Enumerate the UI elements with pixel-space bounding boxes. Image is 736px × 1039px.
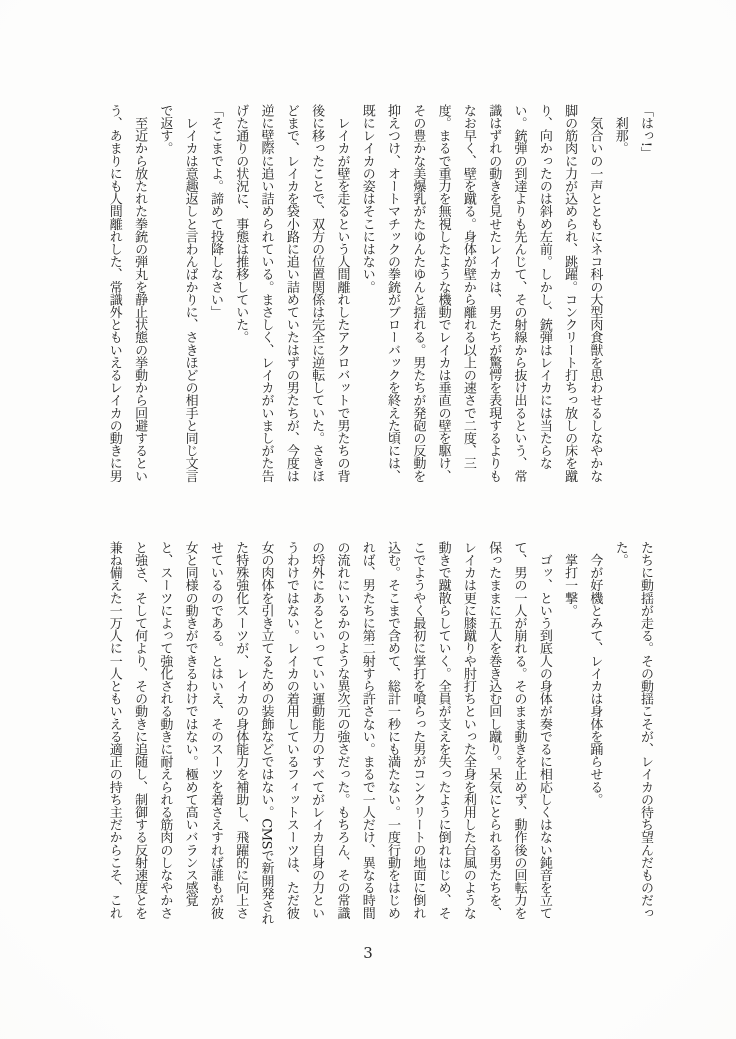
text-line: 女と同様の動きができるわけではない。極めて高いバランス感覚 bbox=[182, 541, 198, 907]
text-line: 今が好機とみて、レイカは身体を踊らせる。 bbox=[587, 541, 603, 806]
text-line: り、向かったのは斜め左前。しかし、銃弾はレイカには当たらな bbox=[536, 104, 552, 470]
upper-text-block bbox=[101, 104, 658, 486]
text-line: 至近から放たれた拳銃の弾丸を静止状態の挙動から回避するとい bbox=[132, 104, 148, 483]
text-line: 既にレイカの姿はそこにはない。 bbox=[359, 104, 375, 294]
text-line: 保ったままに五人を巻き込む回し蹴り。呆気にとられる男たちを、 bbox=[486, 541, 502, 920]
text-line: レイカは意趣返しと言わんばかりに、さきほどの相手と同じ文言 bbox=[182, 104, 198, 483]
text-line: 動きで蹴散らしていく。全員が支えを失ったように倒れはじめ、そ bbox=[435, 541, 451, 920]
text-line: レイカが壁を走るという人間離れしたアクロバットで男たちの背 bbox=[334, 104, 350, 483]
text-line: せているのである。とはいえ、そのスーツを着さえすれば誰もが彼 bbox=[207, 541, 223, 920]
text-line: の埒外にあるといっていい運動能力のすべてがレイカ自身の力とい bbox=[309, 541, 325, 920]
text-line: で返す。 bbox=[157, 104, 173, 155]
text-line: た特殊強化スーツが、レイカの身体能力を補助し、飛躍的に向上さ bbox=[233, 541, 249, 920]
text-line: どまで、レイカを袋小路に追い詰めていたはずの男たちが、今度は bbox=[283, 104, 299, 483]
text-line: と、スーツによって強化される動きに耐えられる筋肉のしなやかさ bbox=[157, 541, 173, 920]
text-line: と強さ、そして何より、その動きに追随し、制御する反射速度とを bbox=[132, 541, 148, 920]
text-line: レイカは更に膝蹴りや肘打ちといった全身を利用した台風のような bbox=[460, 541, 476, 920]
text-line: 気合いの一声とともにネコ科の大型肉食獣を思わせるしなやかな bbox=[587, 104, 603, 483]
text-line: こでようやく最初に掌打を喰らった男がコンクリートの地面に倒れ bbox=[410, 541, 426, 920]
text-line: 込む。そこまで含めて、総計一秒にも満たない。一度行動をはじめ bbox=[385, 541, 401, 920]
text-line: 兼ね備えた一万人に一人ともいえる適正の持ち主だからこそ、これ bbox=[106, 541, 122, 920]
text-line: ゴッ、という到底人の身体が奏でるに相応しくはない鈍音を立て bbox=[536, 541, 552, 920]
text-line: 識はずれの動きを見せたレイカは、男たちが驚愕を表現するよりも bbox=[486, 104, 502, 483]
text-line: う、あまりにも人間離れした、常識外ともいえるレイカの動きに男 bbox=[106, 104, 122, 483]
text-line: 逆に壁際に追い詰められている。まさしく、レイカがいましがた告 bbox=[258, 104, 274, 483]
text-line: 「はっ!」 bbox=[638, 104, 653, 160]
text-line: なお早く、壁を蹴る。身体が壁から離れる以上の速さで二度、三 bbox=[460, 104, 476, 470]
text-line: れば、男たちに第二射すら許さない。まるで一人だけ、異なる時間 bbox=[359, 541, 375, 920]
text-line: げた通りの状況に、事態は推移していた。 bbox=[233, 104, 249, 344]
text-line: い。銃弾の到達よりも先んじて、その射線から抜け出るという、常 bbox=[511, 104, 527, 483]
text-line: の流れにいるかのような異次元の強さだった。もちろん、その常識 bbox=[334, 541, 350, 920]
text-line: たちに動揺が走る。その動揺こそが、レイカの待ち望んだものだっ bbox=[638, 541, 653, 920]
text-line: 女の肉体を引き立てるための装飾などではない。CMSで新開発され bbox=[258, 541, 274, 925]
text-line: 抑えつけ、オートマチックの拳銃がブローバックを終えた頃には、 bbox=[385, 104, 401, 483]
text-line: 脚の筋肉に力が込められ、跳躍。コンクリート打ちっ放しの床を蹴 bbox=[562, 104, 578, 483]
text-line: 掌打一撃。 bbox=[562, 541, 578, 617]
text-line: た。 bbox=[612, 541, 628, 567]
text-line: うわけではない。レイカの着用しているフィットスーツは、ただ彼 bbox=[283, 541, 299, 920]
text-line: 後に移ったことで、双方の位置関係は完全に逆転していた。さきほ bbox=[309, 104, 325, 483]
lower-text-block bbox=[101, 541, 658, 923]
text-line: 刹那。 bbox=[612, 104, 628, 155]
page-number: 3 bbox=[363, 944, 373, 962]
text-line: て、男の一人が崩れる。そのまま動きを止めず、動作後の回転力を bbox=[511, 541, 527, 920]
text-line: その豊かな美爆乳がたゆんたゆんと揺れる。男たちが発砲の反動を bbox=[410, 104, 426, 483]
text-line: 度。まるで重力を無視したような機動でレイカは垂直の壁を駆け、 bbox=[435, 104, 451, 483]
text-line: 「そこまでよ。諦めて投降しなさい」 bbox=[207, 104, 223, 319]
